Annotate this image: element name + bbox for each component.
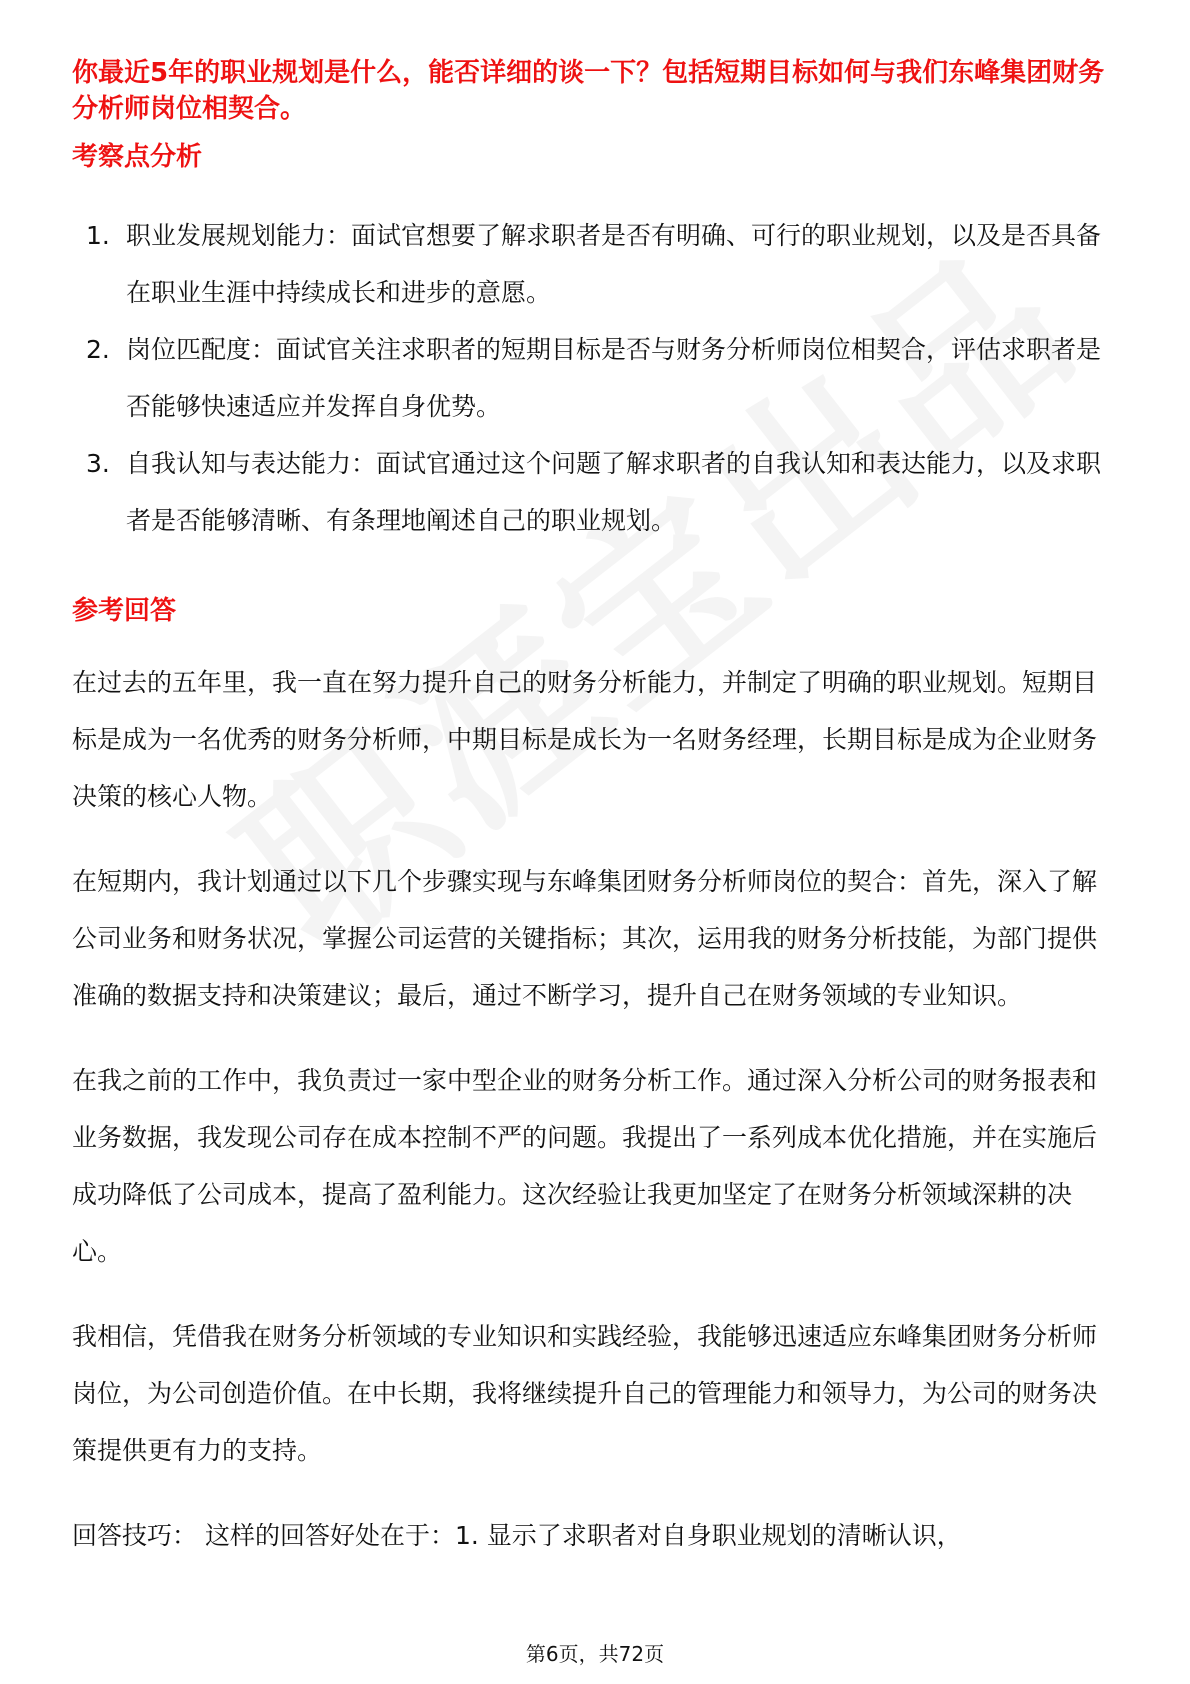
answer-paragraph: 我相信，凭借我在财务分析领域的专业知识和实践经验，我能够迅速适应东峰集团财务分析师岗位，为公司创造价值。在中长期，我将继续提升自己的管理能力和领导力，为公司的财务决策提供更有力的支持。 <box>72 1322 1098 1465</box>
analysis-point-list <box>72 207 1118 549</box>
point-number: 3. <box>86 449 110 478</box>
point-text: 岗位匹配度：面试官关注求职者的短期目标是否与财务分析师岗位相契合，评估求职者是否能够快速适应并发挥自身优势。 <box>126 335 1102 421</box>
question-heading: 你最近5年的职业规划是什么，能否详细的谈一下？包括短期目标如何与我们东峰集团财务分析师岗位相契合。 <box>72 58 1105 124</box>
analysis-point <box>72 435 1118 549</box>
point-number: 2. <box>86 335 110 364</box>
answer-paragraph: 在短期内，我计划通过以下几个步骤实现与东峰集团财务分析师岗位的契合：首先，深入了解公司业务和财务状况，掌握公司运营的关键指标；其次，运用我的财务分析技能，为部门提供准确的数据支持和决策建议；最后，通过不断学习，提升自己在财务领域的专业知识。 <box>72 867 1098 1010</box>
analysis-point <box>72 321 1118 435</box>
analysis-section-title: 考察点分析 <box>72 142 203 172</box>
page-number: 第6页，共72页 <box>525 1642 665 1666</box>
point-text: 职业发展规划能力：面试官想要了解求职者是否有明确、可行的职业规划，以及是否具备在职业生涯中持续成长和进步的意愿。 <box>126 221 1102 307</box>
answer-paragraph: 在过去的五年里，我一直在努力提升自己的财务分析能力，并制定了明确的职业规划。短期目标是成为一名优秀的财务分析师，中期目标是成长为一名财务经理，长期目标是成为企业财务决策的核心人物。 <box>72 668 1098 811</box>
content-area <box>72 55 1118 1564</box>
answer-paragraph: 在我之前的工作中，我负责过一家中型企业的财务分析工作。通过深入分析公司的财务报表和业务数据，我发现公司存在成本控制不严的问题。我提出了一系列成本优化措施，并在实施后成功降低了公司成本，提高了盈利能力。这次经验让我更加坚定了在财务分析领域深耕的决心。 <box>72 1066 1098 1266</box>
answer-section-title: 参考回答 <box>72 596 177 626</box>
point-number: 1. <box>86 221 110 250</box>
point-text: 自我认知与表达能力：面试官通过这个问题了解求职者的自我认知和表达能力，以及求职者是否能够清晰、有条理地阐述自己的职业规划。 <box>126 449 1102 535</box>
answer-tips: 回答技巧： 这样的回答好处在于：1. 显示了求职者对自身职业规划的清晰认识， <box>72 1521 962 1550</box>
analysis-point <box>72 207 1118 321</box>
